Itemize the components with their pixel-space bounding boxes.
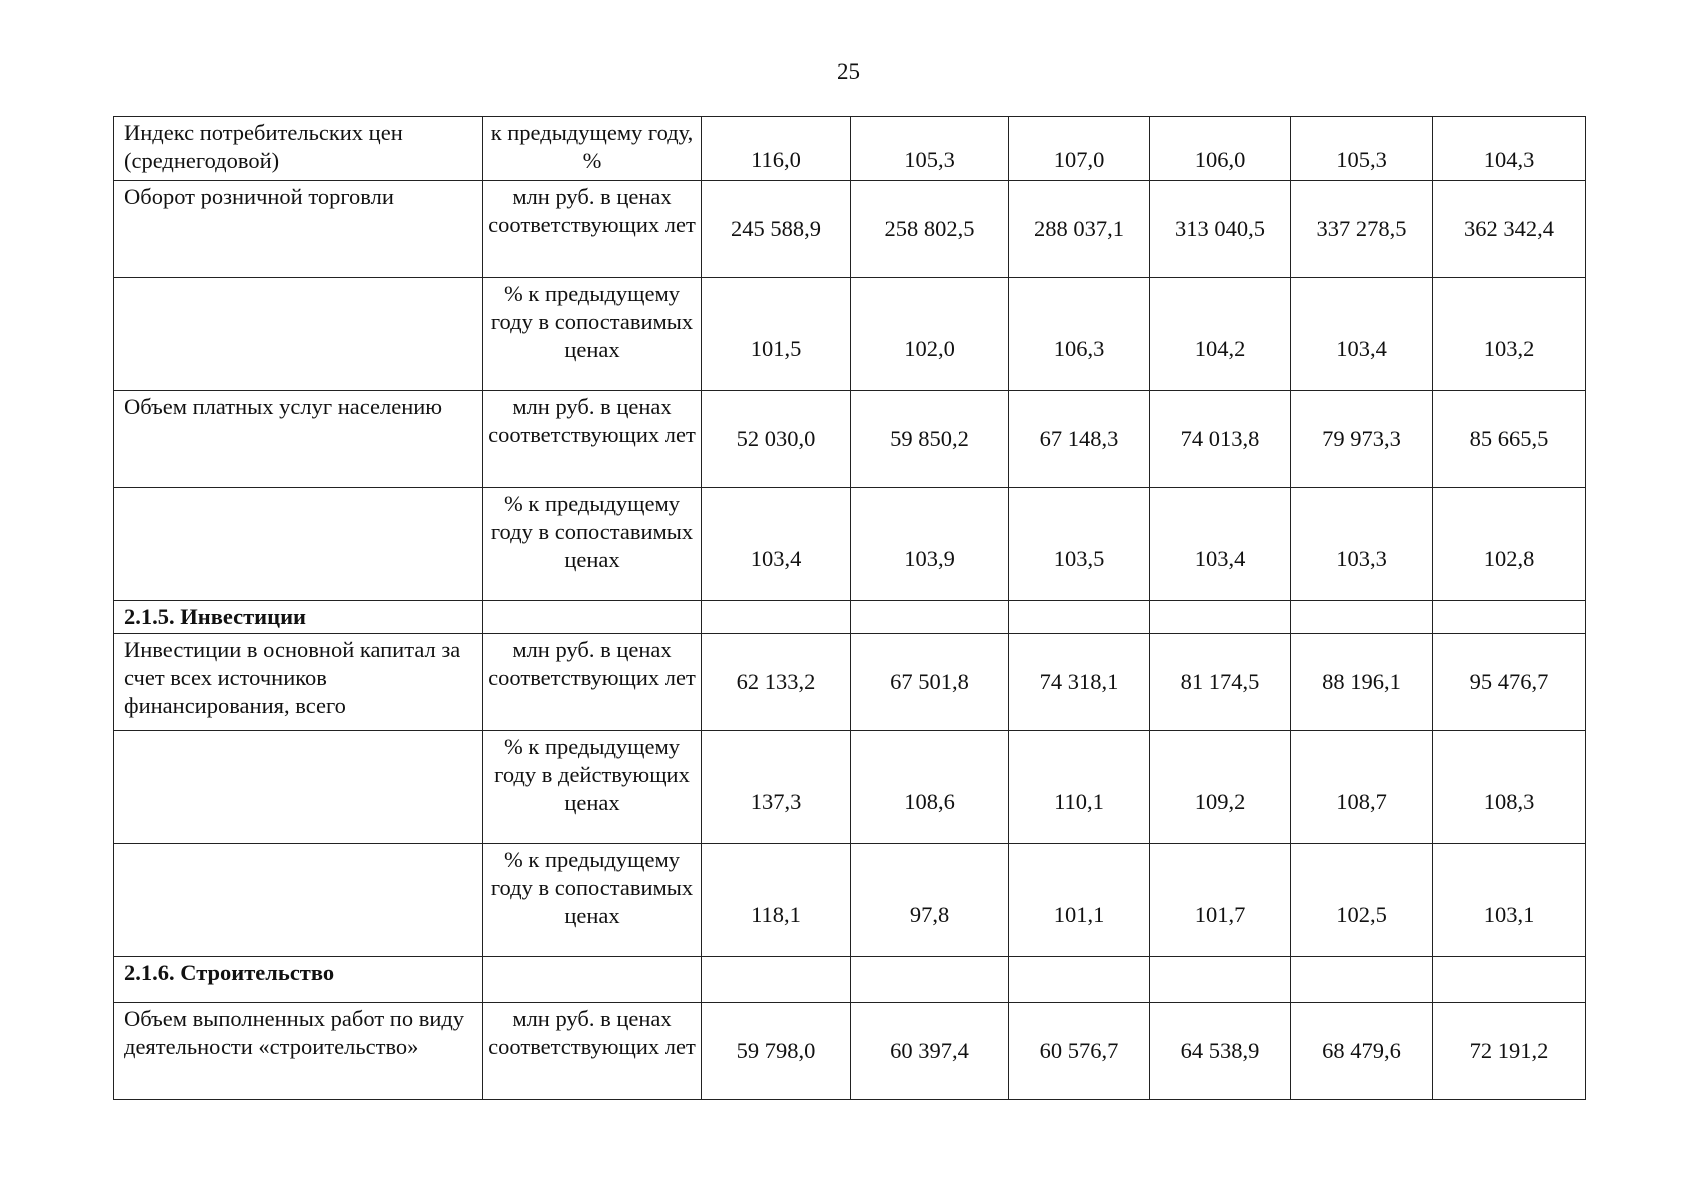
table-row (114, 278, 1586, 391)
value-cell: 102,8 (1433, 488, 1586, 601)
value-cell (1150, 957, 1291, 1003)
value-cell: 101,1 (1009, 844, 1150, 957)
value-cell: 288 037,1 (1009, 181, 1150, 278)
value-cell (851, 957, 1009, 1003)
value-cell: 68 479,6 (1291, 1003, 1433, 1100)
indicator-label (114, 488, 483, 601)
table-row (114, 731, 1586, 844)
value-cell: 116,0 (702, 117, 851, 181)
value-cell: 101,7 (1150, 844, 1291, 957)
value-cell (1291, 957, 1433, 1003)
indicator-label: Инвестиции в основной капитал за счет всех источников финансирования, всего (114, 634, 483, 731)
value-cell: 95 476,7 (1433, 634, 1586, 731)
value-cell: 67 148,3 (1009, 391, 1150, 488)
value-cell: 64 538,9 (1150, 1003, 1291, 1100)
table-row (114, 117, 1586, 181)
value-cell: 104,3 (1433, 117, 1586, 181)
indicator-label: Индекс потребительских цен (среднегодовой) (114, 117, 483, 181)
value-cell: 67 501,8 (851, 634, 1009, 731)
value-cell: 337 278,5 (1291, 181, 1433, 278)
indicator-label (114, 278, 483, 391)
value-cell: 103,4 (1150, 488, 1291, 601)
unit-label (483, 601, 702, 634)
value-cell: 72 191,2 (1433, 1003, 1586, 1100)
value-cell: 103,1 (1433, 844, 1586, 957)
value-cell: 118,1 (702, 844, 851, 957)
table-row (114, 488, 1586, 601)
value-cell: 105,3 (1291, 117, 1433, 181)
value-cell: 97,8 (851, 844, 1009, 957)
value-cell: 60 576,7 (1009, 1003, 1150, 1100)
unit-label: млн руб. в ценах соответствующих лет (483, 391, 702, 488)
indicator-label: Объем выполненных работ по виду деятельности «строительство» (114, 1003, 483, 1100)
unit-label: млн руб. в ценах соответствующих лет (483, 1003, 702, 1100)
page-number: 25 (837, 59, 860, 84)
value-cell (851, 601, 1009, 634)
value-cell (702, 601, 851, 634)
indicator-label: Объем платных услуг населению (114, 391, 483, 488)
value-cell: 103,4 (702, 488, 851, 601)
unit-label: % к предыдущему году в сопоставимых ценах (483, 278, 702, 391)
unit-label: млн руб. в ценах соответствующих лет (483, 181, 702, 278)
value-cell: 106,0 (1150, 117, 1291, 181)
value-cell: 103,9 (851, 488, 1009, 601)
section-heading: 2.1.6. Строительство (114, 957, 483, 1003)
table-row (114, 844, 1586, 957)
value-cell: 101,5 (702, 278, 851, 391)
value-cell: 107,0 (1009, 117, 1150, 181)
unit-label: % к предыдущему году в сопоставимых ценах (483, 488, 702, 601)
section-heading: 2.1.5. Инвестиции (114, 601, 483, 634)
table-row (114, 181, 1586, 278)
table-row (114, 391, 1586, 488)
value-cell: 60 397,4 (851, 1003, 1009, 1100)
value-cell: 105,3 (851, 117, 1009, 181)
unit-label: % к предыдущему году в сопоставимых ценах (483, 844, 702, 957)
value-cell (1433, 957, 1586, 1003)
value-cell (1291, 601, 1433, 634)
value-cell: 74 013,8 (1150, 391, 1291, 488)
value-cell: 59 850,2 (851, 391, 1009, 488)
value-cell: 74 318,1 (1009, 634, 1150, 731)
value-cell: 109,2 (1150, 731, 1291, 844)
value-cell: 85 665,5 (1433, 391, 1586, 488)
value-cell (1009, 601, 1150, 634)
value-cell: 108,6 (851, 731, 1009, 844)
value-cell: 313 040,5 (1150, 181, 1291, 278)
table-row (114, 1003, 1586, 1100)
unit-label: % к предыдущему году в действующих ценах (483, 731, 702, 844)
value-cell (1150, 601, 1291, 634)
value-cell: 102,5 (1291, 844, 1433, 957)
value-cell (1433, 601, 1586, 634)
value-cell: 106,3 (1009, 278, 1150, 391)
unit-label: к предыдущему году, % (483, 117, 702, 181)
indicator-label: Оборот розничной торговли (114, 181, 483, 278)
value-cell: 108,7 (1291, 731, 1433, 844)
indicator-label (114, 844, 483, 957)
value-cell: 103,3 (1291, 488, 1433, 601)
value-cell: 362 342,4 (1433, 181, 1586, 278)
value-cell: 245 588,9 (702, 181, 851, 278)
value-cell: 102,0 (851, 278, 1009, 391)
value-cell: 52 030,0 (702, 391, 851, 488)
unit-label (483, 957, 702, 1003)
value-cell: 104,2 (1150, 278, 1291, 391)
value-cell: 103,5 (1009, 488, 1150, 601)
section-row (114, 957, 1586, 1003)
value-cell (1009, 957, 1150, 1003)
value-cell: 62 133,2 (702, 634, 851, 731)
indicator-label (114, 731, 483, 844)
value-cell: 79 973,3 (1291, 391, 1433, 488)
indicators-table (113, 116, 1586, 1100)
value-cell: 103,2 (1433, 278, 1586, 391)
value-cell: 59 798,0 (702, 1003, 851, 1100)
value-cell: 103,4 (1291, 278, 1433, 391)
value-cell: 108,3 (1433, 731, 1586, 844)
value-cell (702, 957, 851, 1003)
value-cell: 88 196,1 (1291, 634, 1433, 731)
value-cell: 81 174,5 (1150, 634, 1291, 731)
value-cell: 137,3 (702, 731, 851, 844)
section-row (114, 601, 1586, 634)
value-cell: 258 802,5 (851, 181, 1009, 278)
table-row (114, 634, 1586, 731)
value-cell: 110,1 (1009, 731, 1150, 844)
unit-label: млн руб. в ценах соответствующих лет (483, 634, 702, 731)
